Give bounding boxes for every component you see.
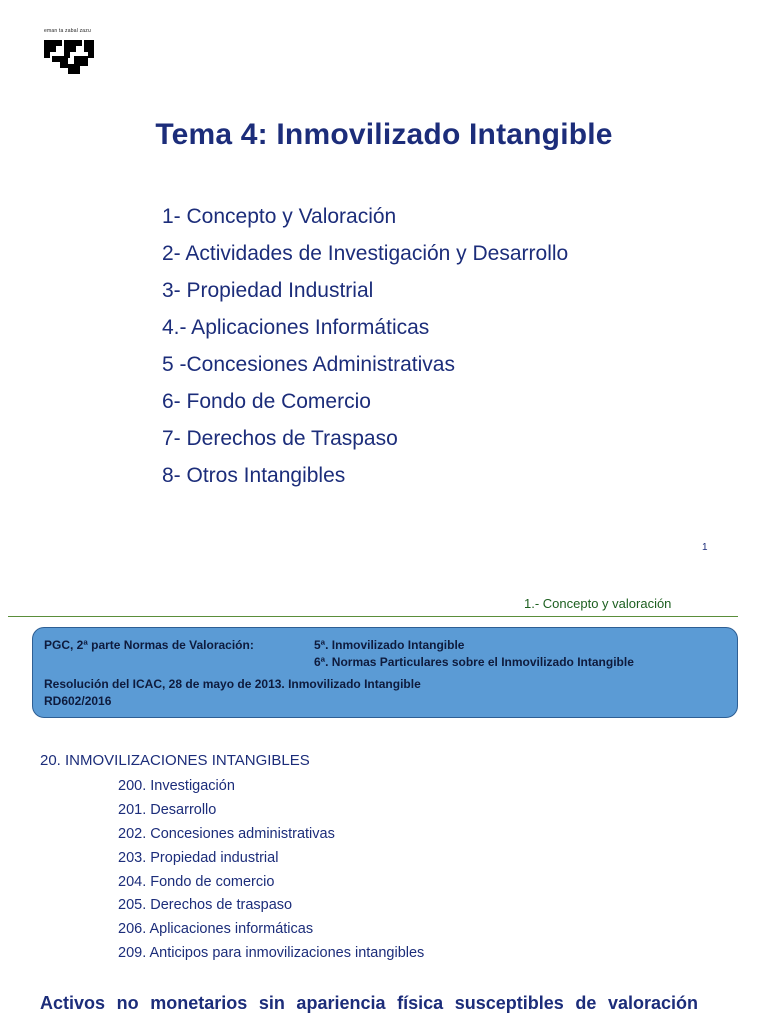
logo-caption: eman ta zabal zazu <box>44 28 91 34</box>
account-code: 202. <box>118 825 147 842</box>
slide-title: Tema 4: Inmovilizado Intangible <box>155 118 613 151</box>
toc-item: 2- Actividades de Investigación y Desarrollo <box>162 242 569 265</box>
account-label: Concesiones administrativas <box>150 825 335 842</box>
section-heading: 1.- Concepto y valoración <box>524 596 672 611</box>
toc-item: 6- Fondo de Comercio <box>162 390 371 413</box>
toc-item: 8- Otros Intangibles <box>162 464 346 487</box>
account-label: Aplicaciones informáticas <box>149 921 314 938</box>
toc-item: 3- Propiedad Industrial <box>162 279 374 302</box>
accounts-list <box>118 775 424 966</box>
list-item <box>118 775 424 799</box>
account-code: 203. <box>118 849 147 866</box>
definition-text: Activos no monetarios sin apariencia física susceptibles de valoración <box>40 993 698 1013</box>
list-item <box>118 847 424 871</box>
toc-item: 5 -Concesiones Administrativas <box>162 353 455 376</box>
accounts-heading: 20. INMOVILIZACIONES INTANGIBLES <box>40 752 310 769</box>
callout-line-1-left: PGC, 2ª parte Normas de Valoración: <box>44 638 254 652</box>
account-label: Propiedad industrial <box>150 849 279 866</box>
account-code: 201. <box>118 801 147 818</box>
university-logo-icon <box>42 36 96 76</box>
account-label: Desarrollo <box>150 801 217 818</box>
slide-2 <box>0 585 768 1024</box>
toc-item: 1- Concepto y Valoración <box>162 205 397 228</box>
account-label: Anticipos para inmovilizaciones intangibles <box>149 945 425 962</box>
callout-line-2-right: 6ª. Normas Particulares sobre el Inmovilizado Intangible <box>314 655 634 669</box>
list-item <box>118 823 424 847</box>
list-item <box>118 799 424 823</box>
list-item <box>118 871 424 895</box>
toc-item: 4.- Aplicaciones Informáticas <box>162 316 430 339</box>
callout-line-3: Resolución del ICAC, 28 de mayo de 2013. Inmovilizado Intangible <box>44 677 421 691</box>
toc-item: 7- Derechos de Traspaso <box>162 427 398 450</box>
account-code: 206. <box>118 921 147 938</box>
account-label: Derechos de traspaso <box>150 897 293 914</box>
list-item <box>118 942 424 966</box>
account-code: 205. <box>118 897 147 914</box>
list-item <box>118 894 424 918</box>
account-label: Fondo de comercio <box>150 873 275 890</box>
list-item <box>118 918 424 942</box>
callout-line-4: RD602/2016 <box>44 694 112 708</box>
callout-line-1-right: 5ª. Inmovilizado Intangible <box>314 638 465 652</box>
account-code: 209. <box>118 945 147 962</box>
heading-divider <box>8 616 738 617</box>
table-of-contents <box>162 202 568 498</box>
account-code: 204. <box>118 873 147 890</box>
account-label: Investigación <box>150 778 235 794</box>
page-number: 1 <box>702 542 708 553</box>
account-code: 200. <box>118 778 147 794</box>
regulations-callout <box>32 627 738 718</box>
